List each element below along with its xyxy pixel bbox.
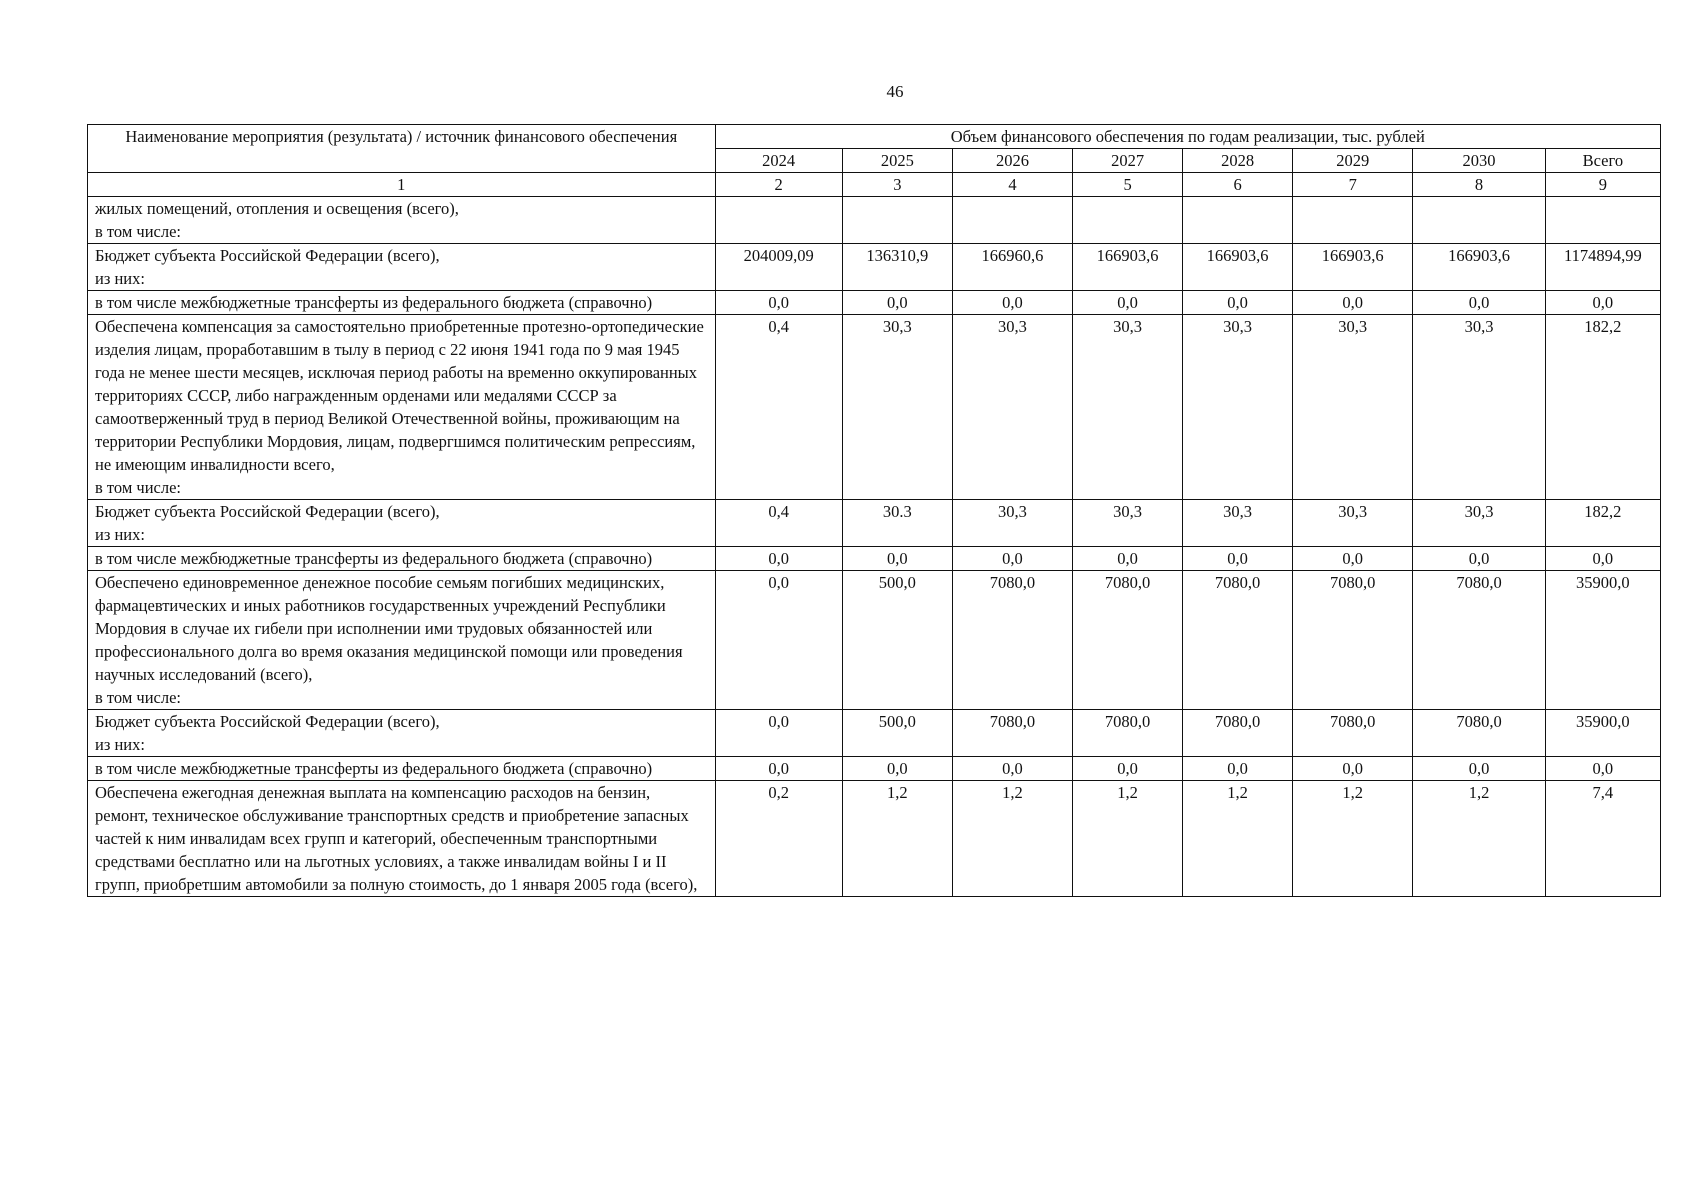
row-description-text: жилых помещений, отопления и освещения (всего), — [95, 199, 459, 218]
row-year-value: 7080,0 — [1413, 710, 1545, 757]
row-year-value: 7080,0 — [1183, 710, 1293, 757]
row-year-value — [842, 197, 952, 244]
row-subtitle: в том числе: — [95, 478, 182, 497]
row-year-value: 7080,0 — [1293, 710, 1413, 757]
row-year-value: 0,0 — [1413, 757, 1545, 781]
row-year-value: 0,0 — [842, 291, 952, 315]
row-year-value: 1,2 — [1413, 781, 1545, 897]
row-year-value: 136310,9 — [842, 244, 952, 291]
row-year-value: 30,3 — [1413, 315, 1545, 500]
row-year-value: 0,0 — [1413, 547, 1545, 571]
row-description — [88, 757, 716, 781]
header-year: 2030 — [1413, 149, 1545, 173]
table-row — [88, 781, 1661, 897]
row-year-value: 30,3 — [1073, 500, 1183, 547]
row-year-value: 166960,6 — [952, 244, 1072, 291]
row-year-value: 0,0 — [715, 710, 842, 757]
column-number: 6 — [1183, 173, 1293, 197]
row-year-value: 0,0 — [1073, 757, 1183, 781]
row-year-value: 0,0 — [842, 547, 952, 571]
column-number: 8 — [1413, 173, 1545, 197]
financing-table — [87, 124, 1661, 897]
page-number: 46 — [886, 82, 904, 101]
header-row-top — [88, 125, 1661, 149]
table-row — [88, 315, 1661, 500]
table-row — [88, 757, 1661, 781]
row-year-value: 0,0 — [842, 757, 952, 781]
row-year-value: 166903,6 — [1293, 244, 1413, 291]
row-total-value: 35900,0 — [1545, 571, 1660, 710]
row-subtitle: из них: — [95, 735, 145, 754]
header-name-column: Наименование мероприятия (результата) / источник финансового обеспечения — [88, 125, 716, 173]
row-total-value: 1174894,99 — [1545, 244, 1660, 291]
row-year-value: 7080,0 — [1293, 571, 1413, 710]
row-year-value: 1,2 — [1183, 781, 1293, 897]
row-year-value: 0,0 — [1183, 291, 1293, 315]
header-total: Всего — [1545, 149, 1660, 173]
row-year-value: 0,0 — [952, 547, 1072, 571]
row-description-text: в том числе межбюджетные трансферты из федерального бюджета (справочно) — [95, 759, 653, 778]
row-year-value — [1413, 197, 1545, 244]
row-year-value: 7080,0 — [952, 571, 1072, 710]
row-year-value: 166903,6 — [1183, 244, 1293, 291]
row-description — [88, 315, 716, 500]
row-year-value: 30,3 — [1183, 315, 1293, 500]
row-year-value: 7080,0 — [952, 710, 1072, 757]
row-year-value: 1,2 — [1073, 781, 1183, 897]
column-number: 1 — [88, 173, 716, 197]
row-description — [88, 547, 716, 571]
row-total-value: 0,0 — [1545, 757, 1660, 781]
column-number: 4 — [952, 173, 1072, 197]
row-total-value: 7,4 — [1545, 781, 1660, 897]
row-year-value: 204009,09 — [715, 244, 842, 291]
header-volume-column: Объем финансового обеспечения по годам реализации, тыс. рублей — [715, 125, 1660, 149]
row-year-value: 500,0 — [842, 710, 952, 757]
row-total-value: 35900,0 — [1545, 710, 1660, 757]
row-year-value: 7080,0 — [1073, 710, 1183, 757]
row-year-value: 500,0 — [842, 571, 952, 710]
row-year-value: 30,3 — [842, 315, 952, 500]
row-description — [88, 781, 716, 897]
row-year-value: 0,0 — [1183, 547, 1293, 571]
column-number: 3 — [842, 173, 952, 197]
row-year-value: 30.3 — [842, 500, 952, 547]
row-description-text: Бюджет субъекта Российской Федерации (всего), — [95, 246, 440, 265]
row-year-value: 30,3 — [1293, 315, 1413, 500]
table-body — [88, 197, 1661, 897]
row-year-value: 0,0 — [715, 291, 842, 315]
row-description-text: Обеспечена ежегодная денежная выплата на компенсацию расходов на бензин, ремонт, техническое обслуживание транспортных средств и приобретение запасных частей к ним инвалидам всех групп и категорий, обеспеченным транспортными средствами бесплатно или на льготных условиях, а также инвалидам войны I и II групп, приобретшим автомобили за полную стоимость, до 1 января 2005 года (всего), — [95, 783, 698, 894]
row-year-value: 0,2 — [715, 781, 842, 897]
row-description — [88, 197, 716, 244]
header-year: 2027 — [1073, 149, 1183, 173]
column-number: 5 — [1073, 173, 1183, 197]
row-total-value: 0,0 — [1545, 547, 1660, 571]
row-subtitle: из них: — [95, 525, 145, 544]
row-year-value: 0,0 — [952, 291, 1072, 315]
row-description-text: Бюджет субъекта Российской Федерации (всего), — [95, 502, 440, 521]
row-total-value: 182,2 — [1545, 315, 1660, 500]
table-row — [88, 547, 1661, 571]
row-year-value: 0,4 — [715, 315, 842, 500]
table-row — [88, 571, 1661, 710]
table-row — [88, 710, 1661, 757]
row-description-text: Бюджет субъекта Российской Федерации (всего), — [95, 712, 440, 731]
row-year-value: 30,3 — [1293, 500, 1413, 547]
table-row — [88, 244, 1661, 291]
row-year-value — [952, 197, 1072, 244]
row-subtitle: в том числе: — [95, 688, 182, 707]
header-year: 2029 — [1293, 149, 1413, 173]
column-number: 2 — [715, 173, 842, 197]
table-row — [88, 291, 1661, 315]
column-number-row — [88, 173, 1661, 197]
row-total-value: 182,2 — [1545, 500, 1660, 547]
column-number: 7 — [1293, 173, 1413, 197]
row-year-value: 7080,0 — [1073, 571, 1183, 710]
row-description — [88, 244, 716, 291]
header-year: 2026 — [952, 149, 1072, 173]
row-year-value: 30,3 — [1073, 315, 1183, 500]
row-year-value: 0,4 — [715, 500, 842, 547]
row-year-value: 30,3 — [952, 315, 1072, 500]
row-year-value: 1,2 — [1293, 781, 1413, 897]
row-total-value — [1545, 197, 1660, 244]
column-number: 9 — [1545, 173, 1660, 197]
row-year-value: 0,0 — [1293, 547, 1413, 571]
row-year-value: 7080,0 — [1183, 571, 1293, 710]
row-year-value — [1073, 197, 1183, 244]
row-description-text: Обеспечена компенсация за самостоятельно приобретенные протезно-ортопедические изделия лицам, проработавшим в тылу в период с 22 июня 1941 года по 9 мая 1945 года не менее шести месяцев, исключая период работы на временно оккупированных территориях СССР, либо награжденным орденами или медалями СССР за самоотверженный труд в период Великой Отечественной войны, проживающим на территории Республики Мордовия, лицам, подвергшимся политическим репрессиям, не имеющим инвалидности всего, — [95, 317, 704, 474]
row-year-value: 0,0 — [1073, 291, 1183, 315]
row-year-value — [1293, 197, 1413, 244]
row-description-text: в том числе межбюджетные трансферты из федерального бюджета (справочно) — [95, 549, 653, 568]
row-year-value: 0,0 — [1293, 291, 1413, 315]
row-total-value: 0,0 — [1545, 291, 1660, 315]
row-description — [88, 710, 716, 757]
row-year-value: 0,0 — [1293, 757, 1413, 781]
row-year-value: 30,3 — [1413, 500, 1545, 547]
header-year: 2025 — [842, 149, 952, 173]
row-description — [88, 571, 716, 710]
row-year-value — [1183, 197, 1293, 244]
row-description-text: в том числе межбюджетные трансферты из федерального бюджета (справочно) — [95, 293, 653, 312]
header-year: 2024 — [715, 149, 842, 173]
row-year-value: 0,0 — [1073, 547, 1183, 571]
row-year-value — [715, 197, 842, 244]
financing-table-wrapper — [87, 124, 1661, 897]
row-year-value: 1,2 — [952, 781, 1072, 897]
row-year-value: 0,0 — [715, 571, 842, 710]
table-row — [88, 500, 1661, 547]
row-year-value: 166903,6 — [1073, 244, 1183, 291]
row-year-value: 0,0 — [952, 757, 1072, 781]
row-year-value: 166903,6 — [1413, 244, 1545, 291]
row-year-value: 30,3 — [952, 500, 1072, 547]
row-year-value: 30,3 — [1183, 500, 1293, 547]
row-year-value: 1,2 — [842, 781, 952, 897]
header-year: 2028 — [1183, 149, 1293, 173]
row-description-text: Обеспечено единовременное денежное пособие семьям погибших медицинских, фармацевтических и иных работников государственных учреждений Республики Мордовия в случае их гибели при исполнении ими трудовых обязанностей или профессионального долга во время оказания медицинской помощи или проведения научных исследований (всего), — [95, 573, 683, 684]
row-subtitle: из них: — [95, 269, 145, 288]
row-year-value: 0,0 — [715, 757, 842, 781]
row-year-value: 0,0 — [1183, 757, 1293, 781]
row-description — [88, 291, 716, 315]
row-subtitle: в том числе: — [95, 222, 182, 241]
row-year-value: 0,0 — [715, 547, 842, 571]
row-year-value: 7080,0 — [1413, 571, 1545, 710]
table-row — [88, 197, 1661, 244]
row-description — [88, 500, 716, 547]
row-year-value: 0,0 — [1413, 291, 1545, 315]
